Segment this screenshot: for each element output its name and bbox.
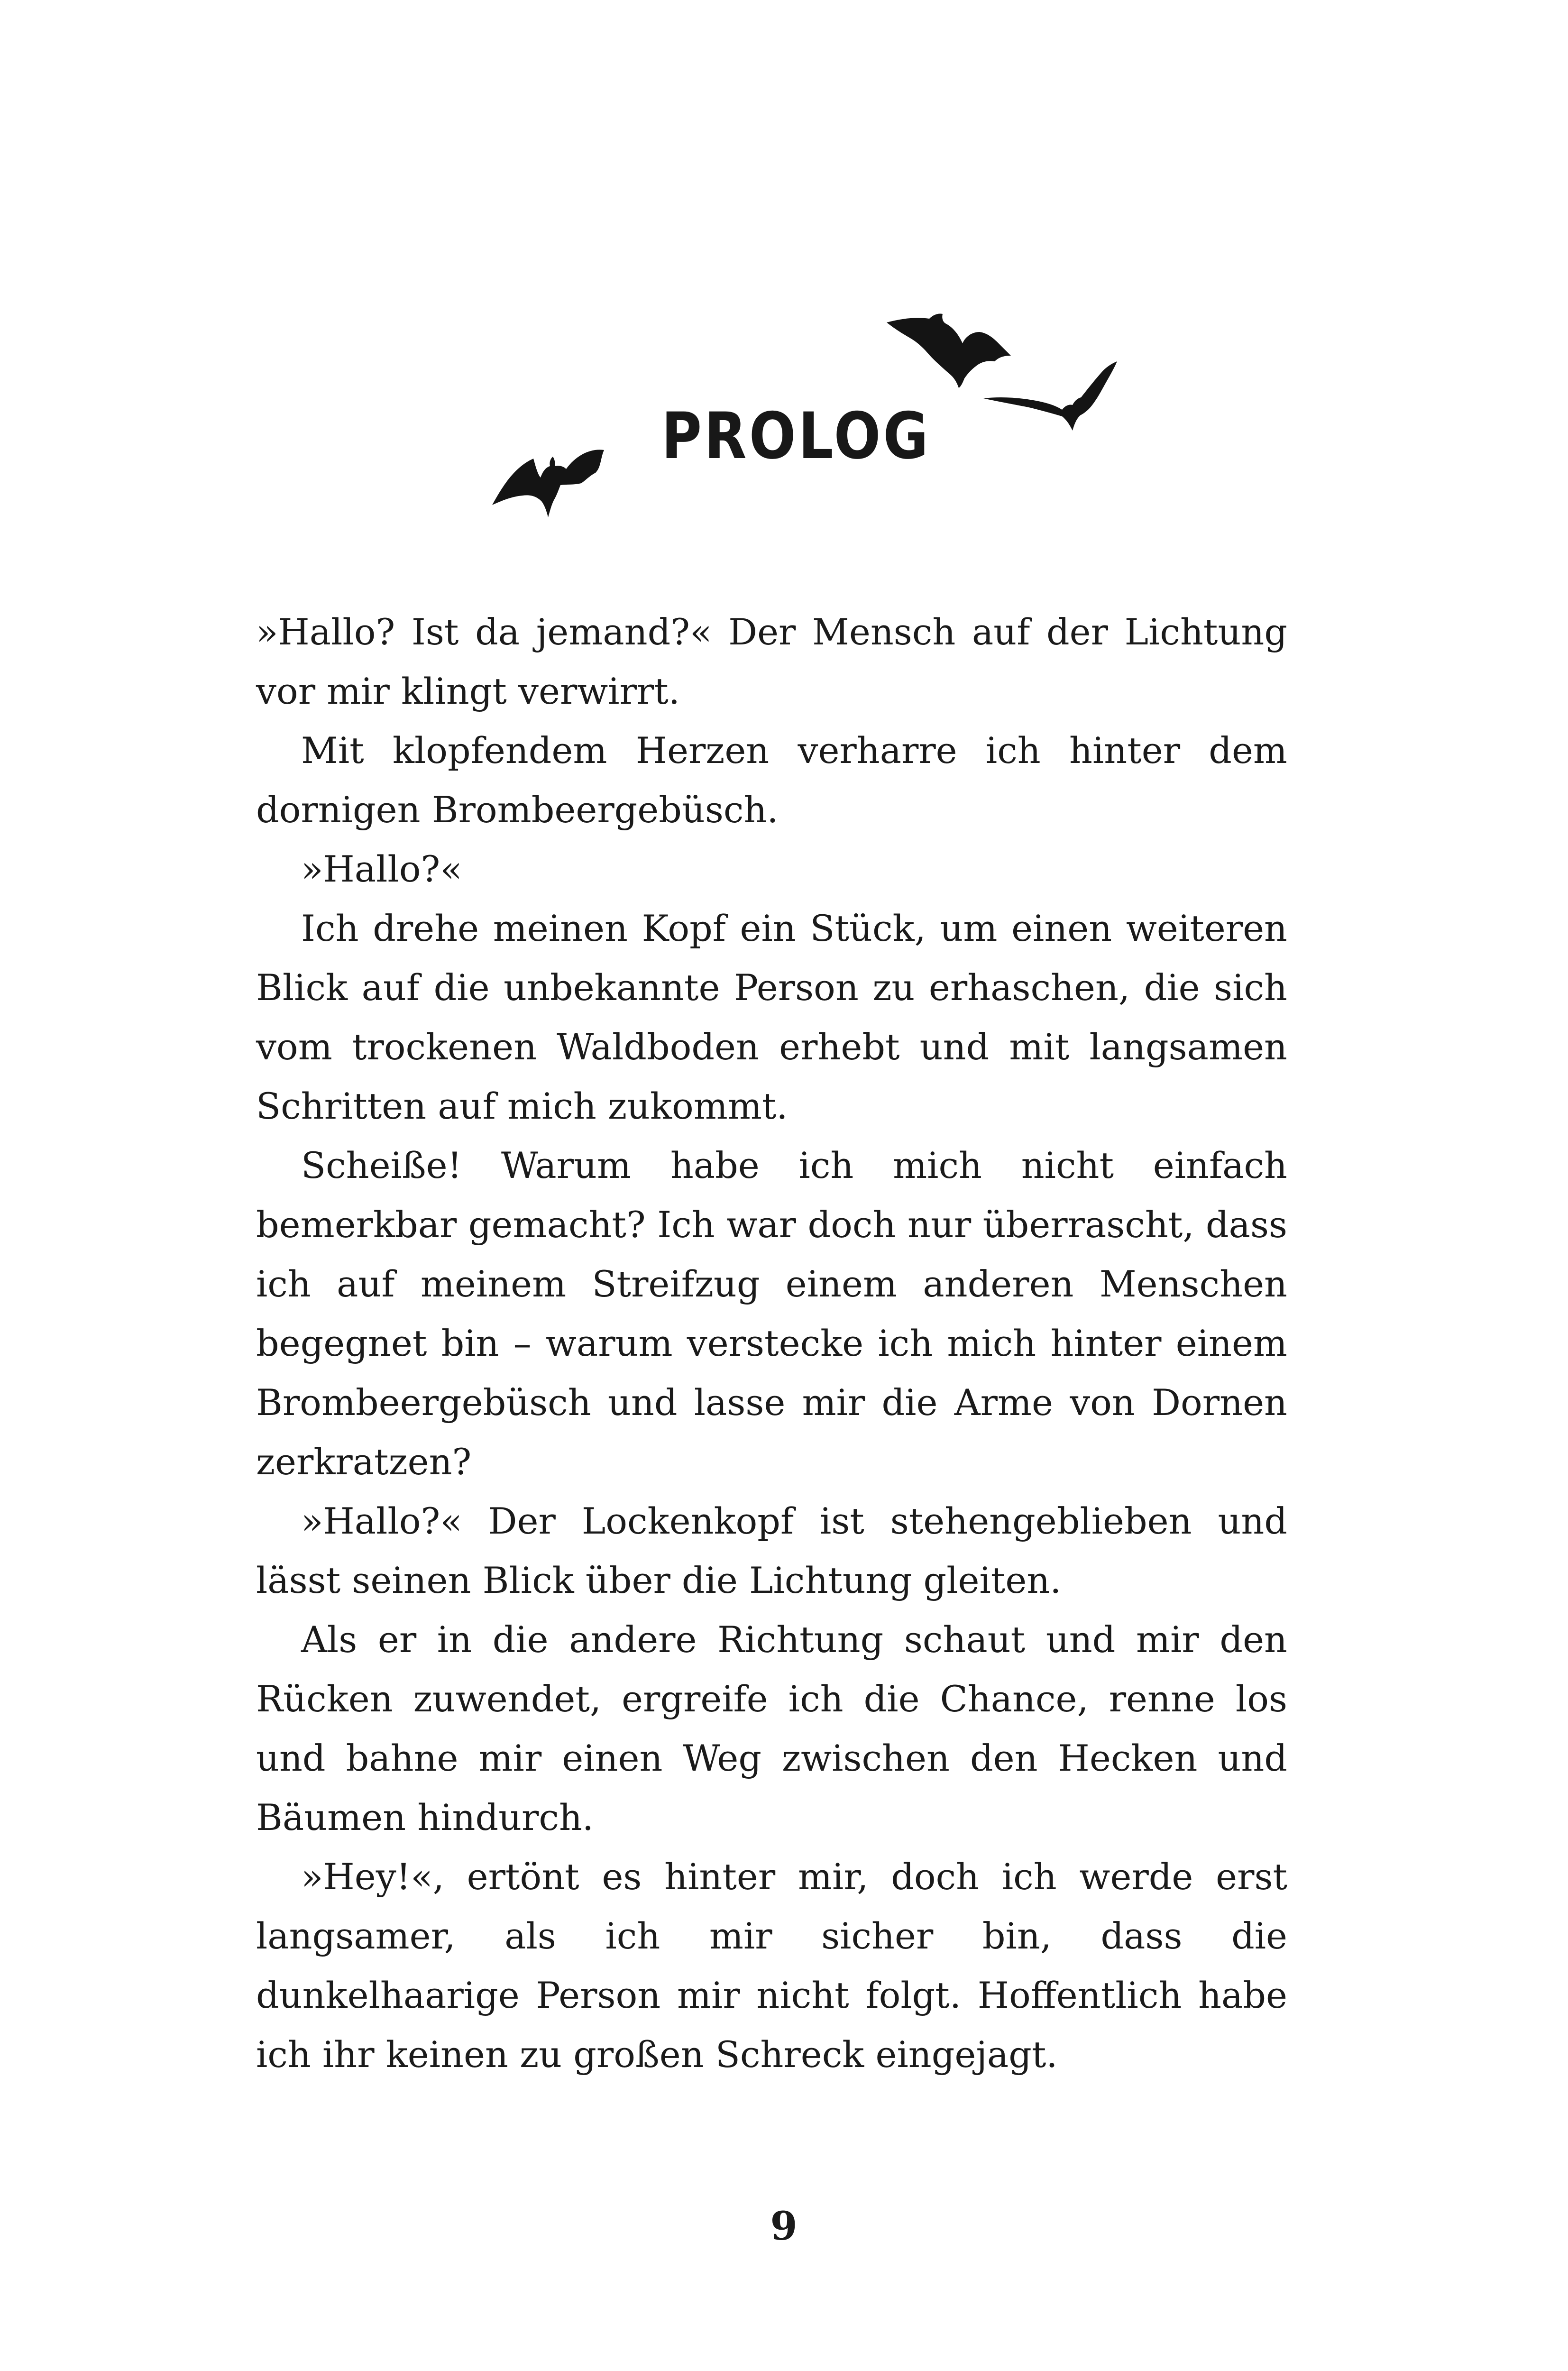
paragraph: »Hallo? Ist da jemand?« Der Mensch auf der Lichtung vor mir klingt verwirrt.: [256, 611, 1287, 712]
paragraph: »Hallo?« Der Lockenkopf ist stehengeblieben und lässt seinen Blick über die Lichtung gleiten.: [256, 1500, 1287, 1601]
chapter-body: [256, 602, 1287, 2084]
page-number: 9: [770, 2204, 798, 2249]
paragraph: Als er in die andere Richtung schaut und mir den Rücken zuwendet, ergreife ich die Chance, renne los und bahne mir einen Weg zwischen den Hecken und Bäumen hindurch.: [256, 1618, 1287, 1838]
paragraph: Ich drehe meinen Kopf ein Stück, um einen weiteren Blick auf die unbekannte Person zu erhaschen, die sich vom trockenen Waldboden erhebt und mit langsamen Schritten auf mich zukommt.: [256, 907, 1287, 1127]
bat-icon: [981, 360, 1119, 436]
paragraph: Scheiße! Warum habe ich mich nicht einfach bemerkbar gemacht? Ich war doch nur überrascht, dass ich auf meinem Streifzug einem anderen Menschen begegnet bin – warum verstecke ich mich hinter einem Brombeergebüsch und lasse mir die Arme von Dornen zerkratzen?: [256, 1144, 1287, 1483]
paragraph: Mit klopfendem Herzen verharre ich hinter dem dornigen Brombeergebüsch.: [256, 729, 1287, 831]
chapter-title: PROLOG: [661, 399, 931, 473]
bat-icon: [488, 429, 607, 519]
paragraph: »Hallo?«: [301, 848, 462, 890]
paragraph: »Hey!«, ertönt es hinter mir, doch ich werde erst langsamer, als ich mir sicher bin, dass die dunkelhaarige Person mir nicht folgt. Hoffentlich habe ich ihr keinen zu großen Schreck eingejagt.: [256, 1856, 1287, 2076]
